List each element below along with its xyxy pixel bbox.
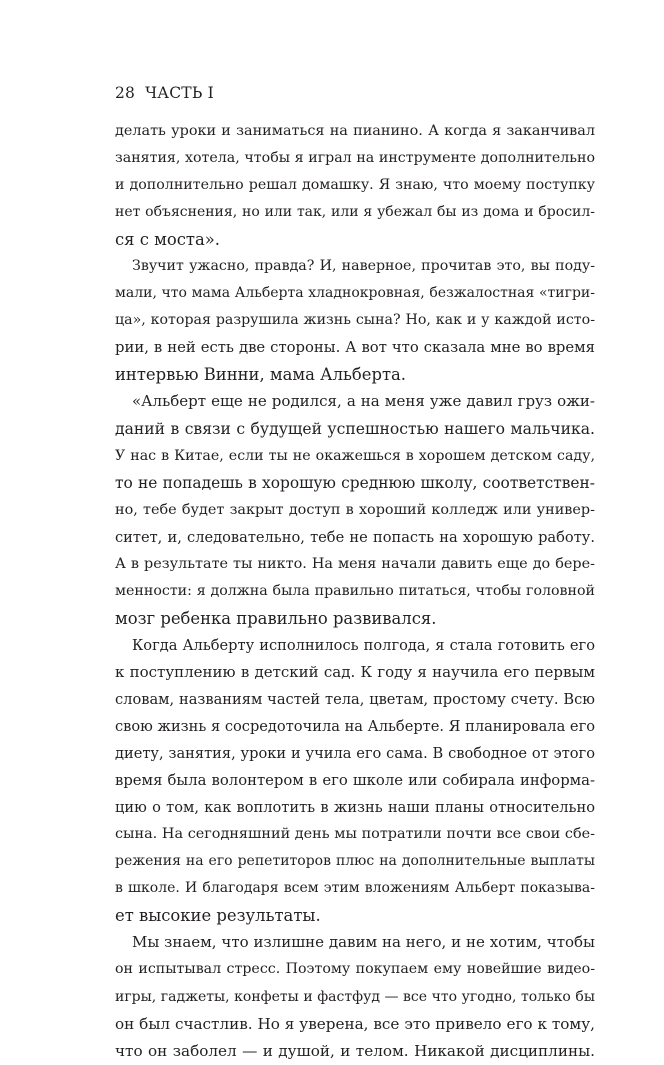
text-line: занятия, хотела, чтобы я играл на инструменте дополнительно	[115, 150, 595, 167]
text-line: ситет, и, следовательно, тебе не попасть на хорошую работу.	[115, 528, 595, 546]
section-title: ЧАСТЬ I	[145, 84, 214, 102]
text-line: делать уроки и заниматься на пианино. А когда я заканчивал	[115, 123, 595, 139]
text-line: «Альберт еще не родился, а на меня уже давил груз ожи-	[132, 392, 595, 411]
text-line: Когда Альберту исполнилось полгода, я стала готовить его	[132, 636, 595, 654]
text-line: У нас в Китае, если ты не окажешься в хорошем детском саду,	[115, 447, 595, 464]
page-number: 28	[115, 84, 136, 102]
text-line: цию о том, как воплотить в жизнь наши планы относительно	[115, 799, 595, 817]
text-line: Мы знаем, что излишне давим на него, и не хотим, чтобы	[132, 933, 595, 952]
text-line: к поступлению в детский сад. К году я научила его первым	[115, 662, 595, 681]
text-line: сына. На сегодняшний день мы потратили почти все свои сбе-	[115, 826, 595, 843]
text-line: игры, гаджеты, конфеты и фастфуд — все что угодно, только бы	[115, 988, 595, 1005]
text-line: время была волонтером в его школе или собирала информа-	[115, 772, 595, 790]
text-line: А в результате ты никто. На меня начали давить еще до бере-	[115, 555, 595, 572]
text-line: Звучит ужасно, правда? И, наверное, прочитав это, вы поду-	[132, 258, 595, 275]
text-line: в школе. И благодаря всем этим вложениям Альберт показыва-	[115, 880, 595, 897]
text-line: рии, в ней есть две стороны. А вот что сказала мне во время	[115, 339, 595, 357]
body-text	[115, 118, 595, 1065]
text-line: менности: я должна была правильно питаться, чтобы головной	[115, 582, 595, 599]
text-line: мали, что мама Альберта хладнокровная, безжалостная «тигри-	[115, 285, 595, 302]
text-line: диету, занятия, уроки и учила его сама. В свободное от этого	[115, 745, 595, 763]
text-line: ся с моста».	[115, 230, 220, 250]
text-line: что он заболел — и душой, и телом. Никакой дисциплины.	[115, 1041, 595, 1060]
text-line: и дополнительно решал домашку. Я знаю, что моему поступку	[115, 177, 595, 194]
text-line: словам, названиям частей тела, цветам, простому счету. Всю	[115, 690, 595, 708]
text-line: он испытывал стресс. Поэтому покупаем ему новейшие видео-	[115, 961, 595, 978]
text-line: он был счастлив. Но я уверена, все это привело его к тому,	[115, 1014, 595, 1033]
text-line: ца», которая разрушила жизнь сына? Но, как и у каждой исто-	[115, 312, 595, 329]
running-head	[115, 84, 214, 102]
text-line: но, тебе будет закрыт доступ в хороший колледж или универ-	[115, 501, 595, 518]
text-line: нет объяснения, но или так, или я убежал бы из дома и бросил-	[115, 204, 595, 221]
text-line: то не попадешь в хорошую среднюю школу, соответствен-	[115, 473, 595, 492]
text-line: ет высокие результаты.	[115, 906, 321, 926]
text-line: интервью Винни, мама Альберта.	[115, 365, 407, 385]
text-line: даний в связи с будущей успешностью нашего мальчика.	[115, 419, 595, 438]
text-line: свою жизнь я сосредоточила на Альберте. Я планировала его	[115, 718, 595, 736]
text-line: режения на его репетиторов плюс на дополнительные выплаты	[115, 853, 595, 870]
text-line: мозг ребенка правильно развивался.	[115, 608, 437, 628]
